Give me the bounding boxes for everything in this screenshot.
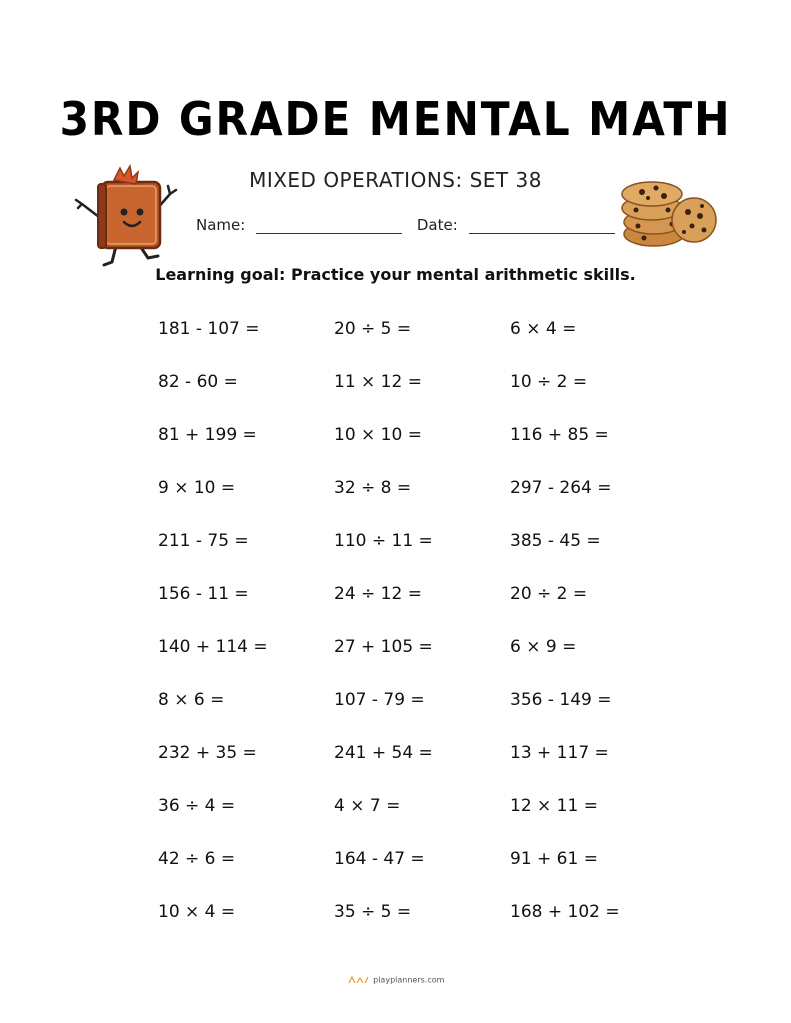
- math-problem: 181 - 107 =: [158, 319, 260, 339]
- math-problem: 20 ÷ 2 =: [510, 584, 588, 604]
- math-problem: 11 × 12 =: [334, 372, 422, 392]
- math-problem: 20 ÷ 5 =: [334, 319, 412, 339]
- math-problem: 10 ÷ 2 =: [510, 372, 588, 392]
- math-problem: 6 × 4 =: [510, 319, 577, 339]
- math-problem: 110 ÷ 11 =: [334, 531, 433, 551]
- math-problem: 10 × 10 =: [334, 425, 422, 445]
- math-problem: 27 + 105 =: [334, 637, 433, 657]
- math-problem: 356 - 149 =: [510, 690, 612, 710]
- math-problem: 107 - 79 =: [334, 690, 425, 710]
- math-problem: 24 ÷ 12 =: [334, 584, 422, 604]
- math-problem: 232 + 35 =: [158, 743, 257, 763]
- math-problem: 81 + 199 =: [158, 425, 257, 445]
- date-field[interactable]: [469, 219, 615, 234]
- name-label: Name:: [196, 216, 246, 234]
- math-problem: 9 × 10 =: [158, 478, 236, 498]
- name-date-row: [196, 216, 625, 234]
- cookie-stack-icon: [618, 178, 718, 256]
- name-field[interactable]: [256, 219, 402, 234]
- math-problem: 385 - 45 =: [510, 531, 601, 551]
- math-problem: 6 × 9 =: [510, 637, 577, 657]
- math-problem: 156 - 11 =: [158, 584, 249, 604]
- math-problem: 36 ÷ 4 =: [158, 796, 236, 816]
- math-problem: 42 ÷ 6 =: [158, 849, 236, 869]
- math-problem: 116 + 85 =: [510, 425, 609, 445]
- math-problem: 8 × 6 =: [158, 690, 225, 710]
- worksheet-subtitle: MIXED OPERATIONS: SET 38: [249, 168, 542, 192]
- math-problem: 35 ÷ 5 =: [334, 902, 412, 922]
- learning-goal: Learning goal: Practice your mental arithmetic skills.: [155, 265, 636, 284]
- date-label: Date:: [416, 216, 458, 234]
- math-problem: 297 - 264 =: [510, 478, 612, 498]
- problem-grid: [158, 318, 686, 954]
- math-problem: 4 × 7 =: [334, 796, 401, 816]
- math-problem: 12 × 11 =: [510, 796, 598, 816]
- math-problem: 241 + 54 =: [334, 743, 433, 763]
- math-problem: 10 × 4 =: [158, 902, 236, 922]
- playplanners-logo-icon: [347, 975, 371, 985]
- page-title: 3RD GRADE MENTAL MATH: [59, 92, 732, 146]
- math-problem: 140 + 114 =: [158, 637, 268, 657]
- math-problem: 82 - 60 =: [158, 372, 238, 392]
- math-problem: 32 ÷ 8 =: [334, 478, 412, 498]
- footer-site: [0, 975, 791, 985]
- site-name: playplanners.com: [373, 975, 445, 985]
- math-problem: 13 + 117 =: [510, 743, 609, 763]
- math-problem: 211 - 75 =: [158, 531, 249, 551]
- math-problem: 91 + 61 =: [510, 849, 598, 869]
- math-problem: 168 + 102 =: [510, 902, 620, 922]
- math-problem: 164 - 47 =: [334, 849, 425, 869]
